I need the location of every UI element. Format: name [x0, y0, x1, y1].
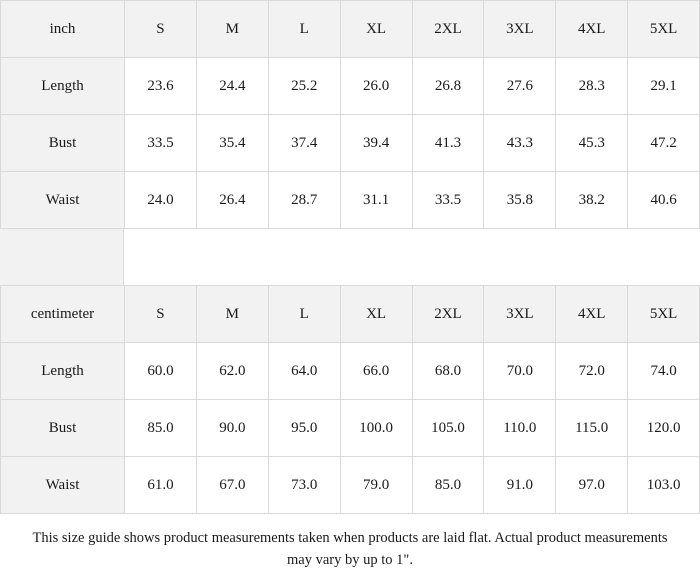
cell-value: 40.6 — [628, 172, 700, 229]
cell-value: 39.4 — [340, 115, 412, 172]
cell-value: 68.0 — [412, 343, 484, 400]
table-gap-left — [0, 229, 124, 285]
cell-value: 120.0 — [628, 400, 700, 457]
cell-value: 66.0 — [340, 343, 412, 400]
size-header-3xl: 3XL — [484, 286, 556, 343]
row-label-length: Length — [1, 58, 125, 115]
cell-value: 47.2 — [628, 115, 700, 172]
table-row — [1, 400, 700, 457]
size-header-5xl: 5XL — [628, 1, 700, 58]
cell-value: 29.1 — [628, 58, 700, 115]
size-header-3xl: 3XL — [484, 1, 556, 58]
cell-value: 41.3 — [412, 115, 484, 172]
cell-value: 97.0 — [556, 457, 628, 514]
size-header-2xl: 2XL — [412, 1, 484, 58]
size-header-xl: XL — [340, 1, 412, 58]
row-label-bust: Bust — [1, 115, 125, 172]
size-header-4xl: 4XL — [556, 286, 628, 343]
cell-value: 35.8 — [484, 172, 556, 229]
size-table-centimeter — [0, 285, 700, 514]
size-header-m: M — [196, 286, 268, 343]
cell-value: 103.0 — [628, 457, 700, 514]
cell-value: 33.5 — [412, 172, 484, 229]
cell-value: 28.3 — [556, 58, 628, 115]
cell-value: 79.0 — [340, 457, 412, 514]
cell-value: 91.0 — [484, 457, 556, 514]
unit-label-inch: inch — [1, 1, 125, 58]
size-header-s: S — [125, 1, 197, 58]
cell-value: 24.4 — [196, 58, 268, 115]
cell-value: 25.2 — [268, 58, 340, 115]
table-header-row — [1, 286, 700, 343]
size-header-4xl: 4XL — [556, 1, 628, 58]
row-label-length: Length — [1, 343, 125, 400]
size-header-l: L — [268, 1, 340, 58]
cell-value: 95.0 — [268, 400, 340, 457]
cell-value: 26.0 — [340, 58, 412, 115]
cell-value: 60.0 — [125, 343, 197, 400]
cell-value: 62.0 — [196, 343, 268, 400]
table-header-row — [1, 1, 700, 58]
cell-value: 27.6 — [484, 58, 556, 115]
table-row — [1, 172, 700, 229]
table-row — [1, 457, 700, 514]
cell-value: 61.0 — [125, 457, 197, 514]
cell-value: 38.2 — [556, 172, 628, 229]
size-table-inch — [0, 0, 700, 229]
unit-label-centimeter: centimeter — [1, 286, 125, 343]
size-header-m: M — [196, 1, 268, 58]
row-label-waist: Waist — [1, 172, 125, 229]
size-header-5xl: 5XL — [628, 286, 700, 343]
cell-value: 23.6 — [125, 58, 197, 115]
cell-value: 33.5 — [125, 115, 197, 172]
cell-value: 64.0 — [268, 343, 340, 400]
cell-value: 45.3 — [556, 115, 628, 172]
cell-value: 37.4 — [268, 115, 340, 172]
cell-value: 31.1 — [340, 172, 412, 229]
cell-value: 35.4 — [196, 115, 268, 172]
cell-value: 73.0 — [268, 457, 340, 514]
table-gap-right — [124, 229, 700, 285]
cell-value: 70.0 — [484, 343, 556, 400]
cell-value: 26.4 — [196, 172, 268, 229]
table-row — [1, 115, 700, 172]
size-header-2xl: 2XL — [412, 286, 484, 343]
cell-value: 24.0 — [125, 172, 197, 229]
table-row — [1, 58, 700, 115]
cell-value: 115.0 — [556, 400, 628, 457]
table-gap — [0, 229, 700, 285]
cell-value: 72.0 — [556, 343, 628, 400]
cell-value: 110.0 — [484, 400, 556, 457]
cell-value: 28.7 — [268, 172, 340, 229]
cell-value: 85.0 — [125, 400, 197, 457]
cell-value: 100.0 — [340, 400, 412, 457]
cell-value: 85.0 — [412, 457, 484, 514]
cell-value: 105.0 — [412, 400, 484, 457]
size-header-xl: XL — [340, 286, 412, 343]
cell-value: 26.8 — [412, 58, 484, 115]
size-header-s: S — [125, 286, 197, 343]
cell-value: 43.3 — [484, 115, 556, 172]
row-label-waist: Waist — [1, 457, 125, 514]
size-guide-footnote: This size guide shows product measurements taken when products are laid flat. Actual product measurements may vary by up to 1". — [32, 530, 668, 568]
cell-value: 74.0 — [628, 343, 700, 400]
table-row — [1, 343, 700, 400]
cell-value: 67.0 — [196, 457, 268, 514]
row-label-bust: Bust — [1, 400, 125, 457]
cell-value: 90.0 — [196, 400, 268, 457]
size-header-l: L — [268, 286, 340, 343]
